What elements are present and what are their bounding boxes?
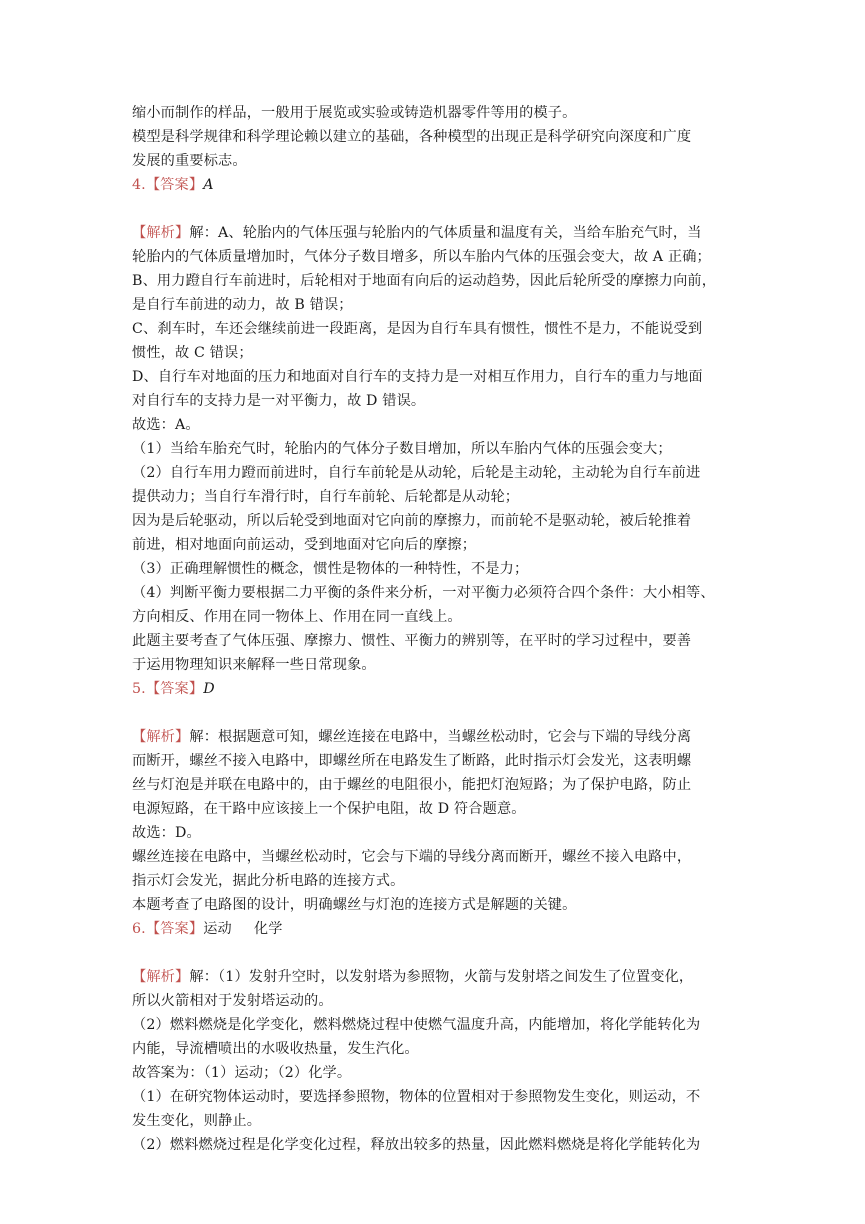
analysis-text: 解：根据题意可知，螺丝连接在电路中，当螺丝松动时，它会与下端的导线分离 xyxy=(189,729,692,745)
text-line: （3）正确理解惯性的概念，惯性是物体的一种特性，不是力； xyxy=(132,561,529,577)
answer-tag: 【答案】 xyxy=(145,921,204,937)
text-line: （2）燃料燃烧过程是化学变化过程，释放出较多的热量，因此燃料燃烧是将化学能转化为 xyxy=(132,1137,701,1153)
answer-tag: 【答案】 xyxy=(145,177,204,193)
question-number: 4. xyxy=(132,177,146,193)
answer-value: A xyxy=(203,177,214,193)
answer-tag: 【答案】 xyxy=(145,681,204,697)
text-line: 于运用物理知识来解释一些日常现象。 xyxy=(132,657,376,673)
text-line: 此题主要考查了气体压强、摩擦力、惯性、平衡力的辨别等，在平时的学习过程中，要善 xyxy=(132,633,692,649)
text-line: 模型是科学规律和科学理论赖以建立的基础，各种模型的出现正是科学研究向深度和广度 xyxy=(132,129,692,145)
text-line: 方向相反、作用在同一物体上、作用在同一直线上。 xyxy=(132,609,462,625)
analysis-tag: 【解析】 xyxy=(132,729,190,745)
analysis-6-line xyxy=(132,966,737,989)
text-line: 发生变化，则静止。 xyxy=(132,1113,262,1129)
text-line: 轮胎内的气体质量增加时，气体分子数目增多，所以车胎内气体的压强会变大，故 A 正确； xyxy=(132,249,711,265)
text-line: （2）自行车用力蹬而前进时，自行车前轮是从动轮，后轮是主动轮，主动轮为自行车前进 xyxy=(132,465,701,481)
text-line: 本题考查了电路图的设计，明确螺丝与灯泡的连接方式是解题的关键。 xyxy=(132,897,577,913)
text-line: B、用力蹬自行车前进时，后轮相对于地面有向后的运动趋势，因此后轮所受的摩擦力向前， xyxy=(132,273,717,289)
answer-4 xyxy=(132,174,737,197)
text-line: 电源短路，在干路中应该接上一个保护电阻，故 D 符合题意。 xyxy=(132,801,526,817)
text-line: D、自行车对地面的压力和地面对自行车的支持力是一对相互作用力，自行车的重力与地面 xyxy=(132,369,703,385)
text-line: 前进，相对地面向前运动，受到地面对它向后的摩擦； xyxy=(132,537,477,553)
text-line: 内能，导流槽喷出的水吸收热量，发生汽化。 xyxy=(132,1041,419,1057)
text-line: （4）判断平衡力要根据二力平衡的条件来分析，一对平衡力必须符合四个条件：大小相等、 xyxy=(132,585,715,601)
text-line: 对自行车的支持力是一对平衡力，故 D 错误。 xyxy=(132,393,426,409)
analysis-tag: 【解析】 xyxy=(132,225,190,241)
text-line: 螺丝连接在电路中，当螺丝松动时，它会与下端的导线分离而断开，螺丝不接入电路中， xyxy=(132,849,692,865)
analysis-4-line xyxy=(132,222,737,245)
analysis-tag: 【解析】 xyxy=(132,969,190,985)
text-line: C、刹车时，车还会继续前进一段距离，是因为自行车具有惯性，惯性不是力，不能说受到 xyxy=(132,321,703,337)
text-line: 而断开，螺丝不接入电路中，即螺丝所在电路发生了断路，此时指示灯会发光，这表明螺 xyxy=(132,753,692,769)
answer-value: D xyxy=(203,681,215,697)
text-line: （2）燃料燃烧是化学变化，燃料燃烧过程中使燃气温度升高，内能增加，将化学能转化为 xyxy=(132,1017,701,1033)
analysis-5-line xyxy=(132,726,737,749)
text-line: 故选：D。 xyxy=(132,825,201,841)
text-line: 是自行车前进的动力，故 B 错误； xyxy=(132,297,353,313)
text-line: 丝与灯泡是并联在电路中的，由于螺丝的电阻很小，能把灯泡短路；为了保护电路，防止 xyxy=(132,777,692,793)
text-line: 因为是后轮驱动，所以后轮受到地面对它向前的摩擦力，而前轮不是驱动轮，被后轮推着 xyxy=(132,513,692,529)
answer-6 xyxy=(132,918,737,941)
text-line: （1）当给车胎充气时，轮胎内的气体分子数目增加，所以车胎内气体的压强会变大； xyxy=(132,441,672,457)
answer-value: 运动 xyxy=(203,921,232,937)
text-line: （1）在研究物体运动时，要选择参照物，物体的位置相对于参照物发生变化，则运动，不 xyxy=(132,1089,701,1105)
answer-value-2: 化学 xyxy=(253,921,283,937)
answer-5 xyxy=(132,678,737,701)
text-line: 故答案为：（1）运动；（2）化学。 xyxy=(132,1065,352,1081)
text-line: 指示灯会发光，据此分析电路的连接方式。 xyxy=(132,873,405,889)
text-line: 惯性，故 C 错误； xyxy=(132,345,253,361)
analysis-text: 解：A、轮胎内的气体压强与轮胎内的气体质量和温度有关，当给车胎充气时，当 xyxy=(189,225,702,241)
text-line: 所以火箭相对于发射塔运动的。 xyxy=(132,993,333,1009)
text-line: 发展的重要标志。 xyxy=(132,153,247,169)
text-line: 提供动力；当自行车滑行时，自行车前轮、后轮都是从动轮； xyxy=(132,489,520,505)
text-line: 缩小而制作的样品，一般用于展览或实验或铸造机器零件等用的模子。 xyxy=(132,105,577,121)
question-number: 5. xyxy=(132,681,146,697)
text-line: 故选：A。 xyxy=(132,417,200,433)
analysis-text: 解：（1）发射升空时，以发射塔为参照物，火箭与发射塔之间发生了位置变化， xyxy=(189,969,694,985)
question-number: 6. xyxy=(132,921,146,937)
